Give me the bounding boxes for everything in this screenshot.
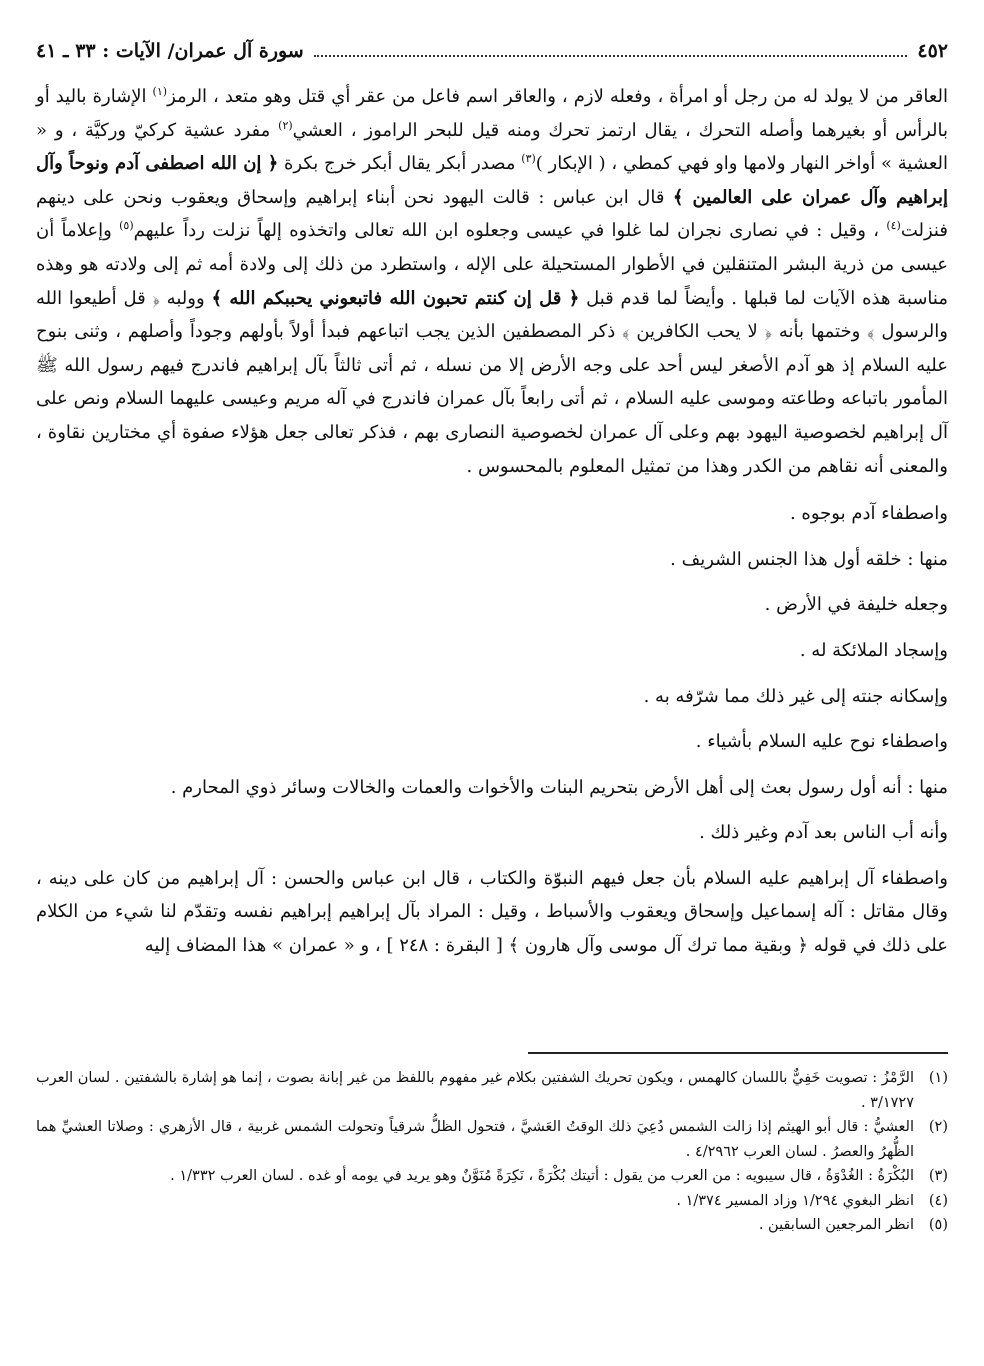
page-number: ٤٥٢ bbox=[917, 40, 948, 62]
list-item: منها : خلقه أول هذا الجنس الشريف . bbox=[670, 548, 948, 570]
footnote-number: (٤) bbox=[928, 1192, 948, 1209]
book-page bbox=[36, 40, 948, 1330]
footnote bbox=[36, 1189, 948, 1214]
footnote-text: البُكْرَةُ : الغُدْوَةُ ، قال سيبويه : من العرب من يقول : أتيتك بُكْرَةً ، نَكِرَةً مُنَوَّنٌ وهو يريد في يومه أو غده . لسان العرب ١/٣٣٢ . bbox=[170, 1168, 914, 1184]
list-item: وإسجاد الملائكة له . bbox=[799, 639, 948, 661]
footnotes bbox=[36, 1066, 948, 1238]
footnote-ref-1[interactable]: (١) bbox=[152, 85, 168, 98]
footnote-separator bbox=[528, 1052, 948, 1054]
closing-paragraph: واصطفاء آل إبراهيم عليه السلام بأن جعل فيهم النبوّة والكتاب ، قال ابن عباس والحسن : آل إبراهيم من كان على دينه ، وقال مقاتل : آله إسماعيل وإسحاق ويعقوب والأسباط ، وقيل : المراد بآل إبراهيم إبراهيم نفسه وتقدّم لنا شيء من الكلام على ذلك في قوله ﴿ وبقية مما ترك آل موسى وآل هارون ﴾ [ البقرة : ٢٤٨ ] ، و « عمران » هذا المضاف إليه bbox=[36, 867, 948, 957]
running-title: سورة آل عمران/ الآيات : ٣٣ ـ ٤١ bbox=[36, 40, 304, 62]
footnote-number: (٣) bbox=[928, 1168, 948, 1184]
list-item: منها : أنه أول رسول بعث إلى أهل الأرض بتحريم البنات والأخوات والعمات والخالات وسائر ذوي المحارم . bbox=[170, 776, 948, 798]
footnote-ref-3[interactable]: (٣) bbox=[521, 152, 536, 166]
virtues-list bbox=[36, 491, 948, 856]
paragraph-1: العاقر من لا يولد له من رجل أو امرأة ، وفعله لازم ، والعاقر اسم فاعل من عقر أي قتل وهو متعد ، الرمز$^{(١)}$ الإشارة باليد أو بالرأس أو بغيرهما وأصله التحرك ، يقال ارتمز تحرك ومنه قيل للبحر الراموز ، العشي$^{(٢)}$ مفرد عشية كركيّ وركيَّة ، و « العشية » أواخر النهار ولامها واو فهي كمطي ، ( الإبكار )$^{(٣)}$ مصدر أبكر يقال أبكر خرج بكرة ﴿ إن الله اصطفى آدم ونوحاً وآل إبراهيم وآل عمران على العالمين ﴾ قال ابن عباس : قالت اليهود نحن أبناء إبراهيم وإسحاق ويعقوب ونحن على دينهم فنزلت$^{(٤)}$ ، وقيل : في نصارى نجران لما غلوا في عيسى وجعلوه ابن الله تعالى واتخذوه إلهاً نزلت رداً عليهم$^{(٥)}$ وإعلاماً أن عيسى من ذرية البشر المتنقلين في الأطوار المستحيلة على الإله ، واستطرد من ذلك إلى ولادة أمه ثم إلى ولادته هو وهذه مناسبة هذه الآيات لما قبلها . وأيضاً لما قدم قبل ﴿ قل إن كنتم تحبون الله فاتبعوني يحببكم الله ﴾ وولبه ﴿ قل أطيعوا الله والرسول ﴾ وختمها بأنه ﴿ لا يحب الكافرين ﴾ ذكر المصطفين الذين يجب اتباعهم فبدأ أولاً بأولهم وجوداً وأصلهم ، وثنى بنوح عليه السلام إذ هو آدم الأصغر ليس أحد على وجه الأرض إلا من نسله ، ثم أتى ثالثاً بآل إبراهيم فاندرج فيهم رسول الله ﷺ المأمور باتباعه وطاعته وموسى عليه السلام ، ثم أتى رابعاً بآل عمران فاندرج في آله مريم وعيسى عليهما السلام ونص على آل إبراهيم لخصوصية اليهود بهم وعلى آل عمران لخصوصية النصارى بهم ، فذكر تعالى جعل هؤلاء صفوة أي مختارين نقاوة ، والمعنى أنه نقاهم من الكدر وهذا من تمثيل المعلوم بالمحسوس . bbox=[36, 85, 948, 477]
footnote-text: العشيُّ : قال أبو الهيثم إذا زالت الشمس دُعِيَ ذلك الوقتُ العَشيَّ ، فتحول الظلُّ شرقياً وتحولت الشمس غربية ، قال الأزهري : وصلاتا العشيِّ هما الظُّهرُ والعصرُ . لسان العرب ٤/٢٩٦٢ . bbox=[36, 1119, 914, 1160]
footnote-text: انظر البغوي ١/٢٩٤ وزاد المسير ١/٣٧٤ . bbox=[676, 1192, 914, 1209]
footnote-ref-5[interactable]: (٥) bbox=[119, 219, 134, 233]
list-item: وإسكانه جنته إلى غير ذلك مما شرّفه به . bbox=[643, 685, 948, 707]
footnote-number: (١) bbox=[928, 1070, 948, 1086]
quran-verse: ﴿ قل إن كنتم تحبون الله فاتبعوني يحببكم الله ﴾ bbox=[211, 287, 580, 309]
footnote-text: انظر المرجعين السابقين . bbox=[758, 1217, 914, 1233]
footnote bbox=[36, 1115, 948, 1164]
list-item: وجعله خليفة في الأرض . bbox=[764, 594, 948, 616]
footnote-ref-4[interactable]: (٤) bbox=[886, 219, 901, 233]
footnote-ref-2[interactable]: (٢) bbox=[278, 118, 293, 132]
list-item: واصطفاء آدم بوجوه . bbox=[789, 503, 948, 525]
footnote bbox=[36, 1164, 948, 1189]
footnote bbox=[36, 1213, 948, 1238]
footnote-text: الرَّمْزُ : تصويت خَفِيٌّ باللسان كالهمس ، ويكون تحريك الشفتين بكلام غير مفهوم باللفظ من غير إبانة بصوت ، إنما هو إشارة بالشفتين . لسان العرب ٣/١٧٢٧ . bbox=[36, 1070, 914, 1111]
main-commentary bbox=[36, 80, 948, 483]
running-header bbox=[36, 40, 948, 74]
list-item: وأنه أب الناس بعد آدم وغير ذلك . bbox=[699, 822, 948, 844]
quran-verse: ﴿ إن الله اصطفى آدم ونوحاً وآل إبراهيم وآل عمران على العالمين ﴾ bbox=[36, 153, 948, 208]
list-item: واصطفاء نوح عليه السلام بأشياء . bbox=[695, 731, 948, 753]
footnote bbox=[36, 1066, 948, 1115]
footnote-number: (٥) bbox=[928, 1217, 948, 1233]
header-dotted-leader bbox=[314, 55, 908, 57]
footnote-number: (٢) bbox=[928, 1119, 948, 1135]
